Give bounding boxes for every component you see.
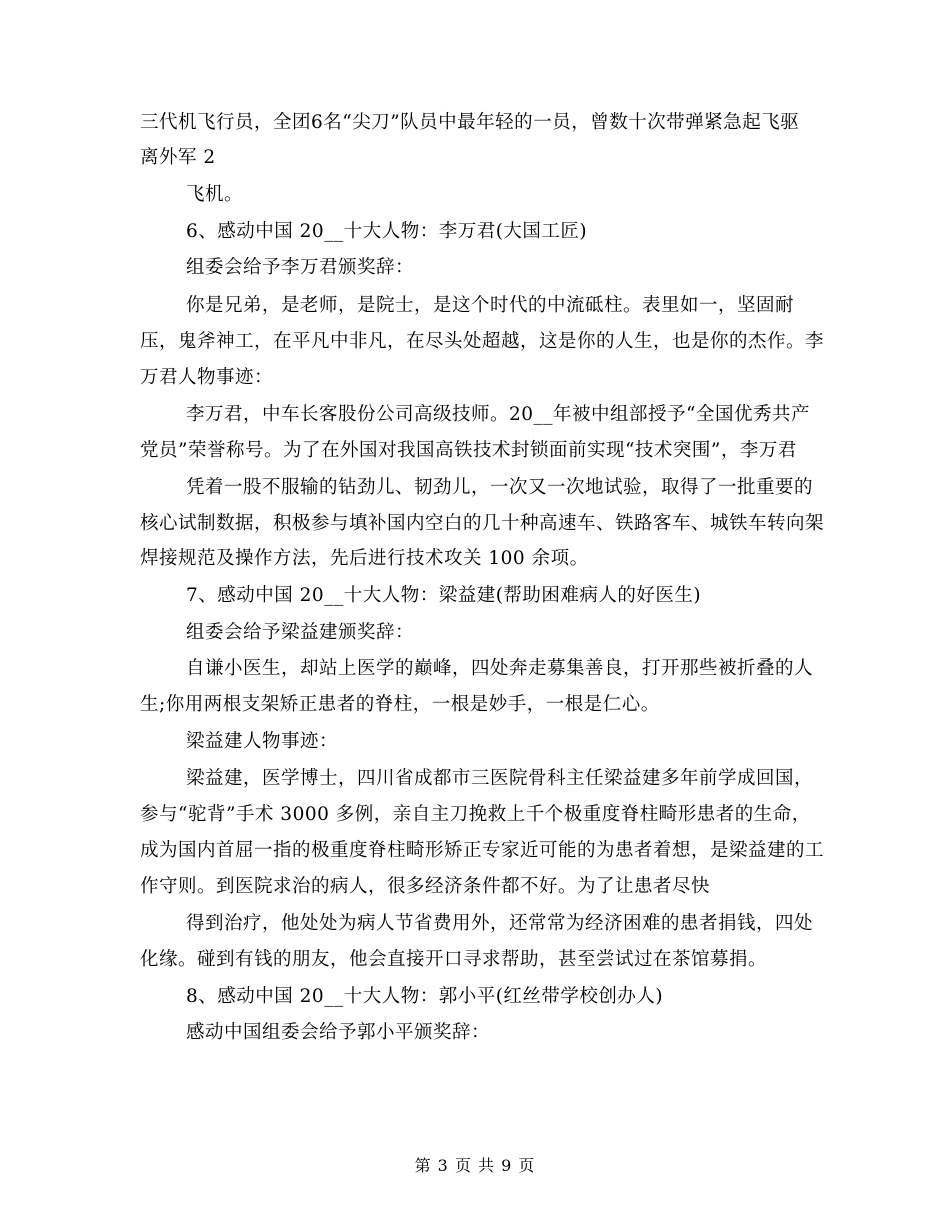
text-line: 你是兄弟，是老师，是院士，是这个时代的中流砥柱。表里如一，坚固耐 (186, 295, 795, 316)
text-line: 党员”荣誉称号。为了在外国对我国高铁技术封锁面前实现“技术突围”，李万君 (140, 440, 797, 461)
text-line: 万君人物事迹： (140, 367, 274, 388)
text-line: 李万君，中车长客股份公司高级技师。20__年被中组部授予“全国优秀共产 (186, 404, 811, 425)
text-line: 压，鬼斧神工，在平凡中非凡，在尽头处超越，这是你的人生，也是你的杰作。李 (140, 331, 825, 352)
text-line: 梁益建，医学博士，四川省成都市三医院骨科主任梁益建多年前学成回国， (186, 768, 814, 789)
section-heading: 6、感动中国 20__十大人物：李万君(大国工匠) (186, 221, 588, 242)
text-line: 得到治疗，他处处为病人节省费用外，还常常为经济困难的患者捐钱，四处 (186, 913, 814, 934)
text-line: 参与“驼背”手术 3000 多例，亲自主刀挽救上千个极重度脊柱畸形患者的生命， (140, 804, 811, 825)
text-line: 凭着一股不服输的钻劲儿、韧劲儿，一次又一次地试验，取得了一批重要的 (186, 477, 814, 498)
text-line: 组委会给予梁益建颁奖辞： (186, 622, 415, 643)
text-line: 核心试制数据，积极参与填补国内空白的几十种高速车、铁路客车、城铁车转向架 (140, 513, 825, 534)
text-line: 成为国内首屈一指的极重度脊柱畸形矫正专家近可能的为患者着想，是梁益建的工 (140, 840, 825, 861)
text-line: 自谦小医生，却站上医学的巅峰，四处奔走募集善良，打开那些被折叠的人 (186, 658, 814, 679)
section-heading: 8、感动中国 20__十大人物：郭小平(红丝带学校创办人) (186, 986, 664, 1007)
section-heading: 7、感动中国 20__十大人物：梁益建(帮助困难病人的好医生) (186, 585, 702, 606)
text-line: 离外军 2 (140, 147, 216, 168)
text-line: 焊接规范及操作方法，先后进行技术攻关 100 余项。 (140, 548, 589, 569)
page-number-footer: 第 3 页 共 9 页 (414, 1156, 536, 1175)
text-line: 梁益建人物事迹： (186, 731, 339, 752)
text-line: 组委会给予李万君颁奖辞： (186, 257, 415, 278)
text-line: 感动中国组委会给予郭小平颁奖辞： (186, 1022, 491, 1043)
text-line: 飞机。 (186, 184, 244, 205)
text-line: 化缘。碰到有钱的朋友，他会直接开口寻求帮助，甚至尝试过在茶馆募捐。 (140, 949, 768, 970)
text-line: 三代机飞行员，全团6名“尖刀”队员中最年轻的一员，曾数十次带弹紧急起飞驱 (140, 112, 800, 133)
text-line: 生;你用两根支架矫正患者的脊柱，一根是妙手，一根是仁心。 (140, 694, 660, 715)
text-line: 作守则。到医院求治的病人，很多经济条件都不好。为了让患者尽快 (140, 876, 711, 897)
